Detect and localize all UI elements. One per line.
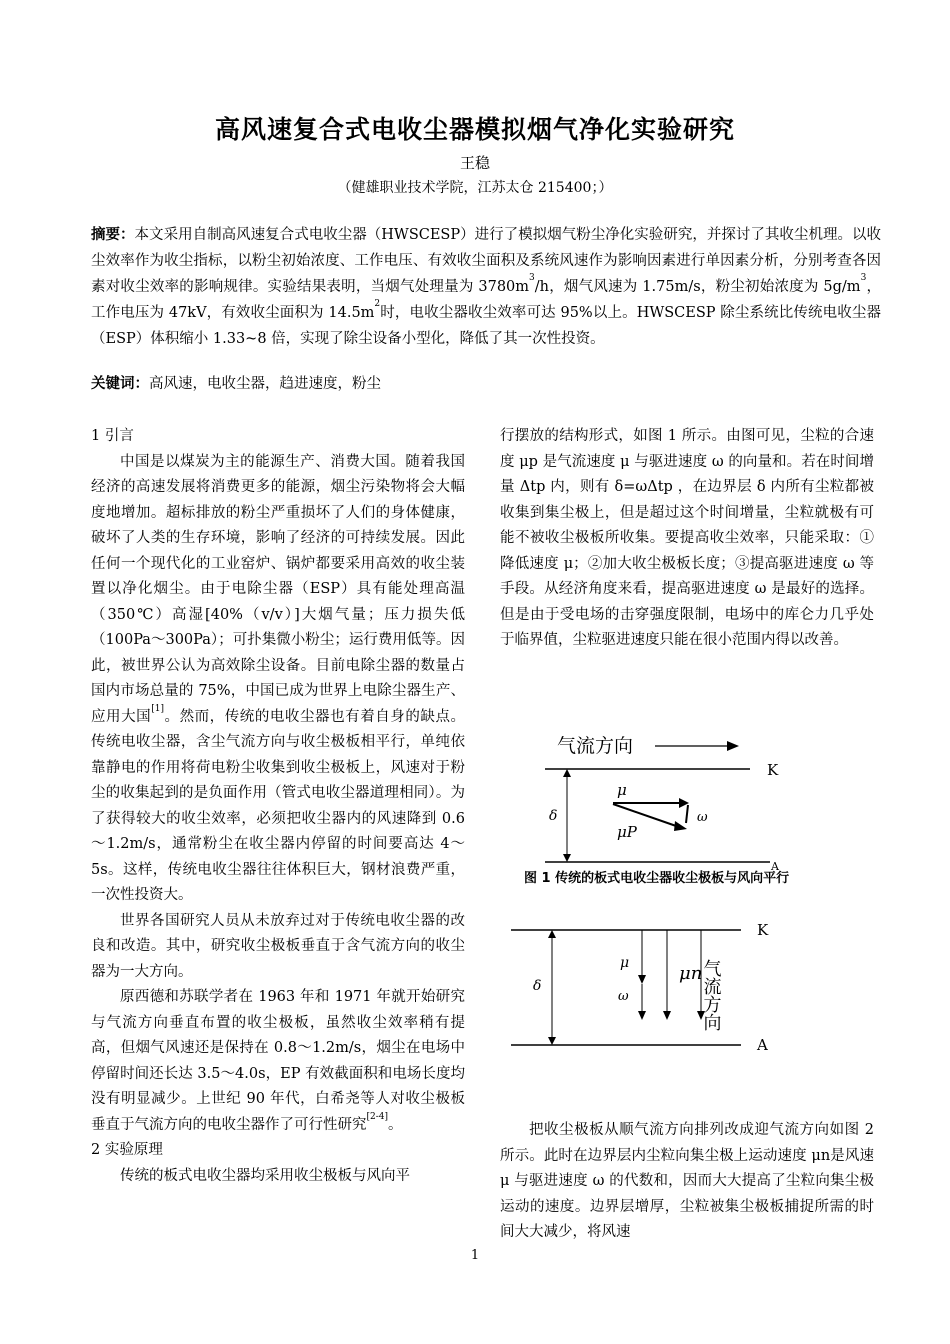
keywords [91, 372, 881, 396]
fig1-omega-vector [686, 805, 688, 823]
paragraph-principle-1: 传统的板式电收尘器均采用收尘极板与风向平 [120, 1167, 410, 1184]
paragraph-intro-1 [91, 450, 465, 909]
fig2-mu-arrowhead [638, 975, 646, 984]
fig2-mu: μ [620, 955, 630, 971]
abstract-text-4: 时，电收尘器收尘效率可达 95%以上。HWSCESP 除尘系统比传统电收尘器（ESP）体积缩小 1.33~8 倍，实现了除尘设备小型化，降低了其一次性投资。 [91, 305, 881, 347]
fig1-flow-arrowhead [727, 741, 739, 751]
fig1-flow-label: 气流方向 [557, 735, 634, 757]
left-column [91, 424, 465, 1189]
fig2-omega: ω [618, 989, 629, 1004]
fig1-delta: δ [549, 808, 558, 824]
author: 王稳 [459, 154, 490, 172]
paragraph-intro-1b: 。然而，传统的电收尘器也有着自身的缺点。传统电收尘器，含尘气流方向与收尘极板相平行，单纯依靠静电的作用将荷电粉尘收集到收尘极板上，风速对于粉尘的收集起到的是负面作用（管式电收尘器道理相同）。为了获得较大的收尘效率，必须把收尘器内的风速降到 0.6～1.2m/s，通常粉尘在收尘器内停留的时间要高达 4～5s。这样，传统电收尘器往往体积巨大，钢材浪费严重，一次性投资大。 [91, 708, 466, 903]
fig1-label-k: K [767, 761, 779, 779]
citation-1: [1] [151, 703, 164, 714]
paragraph-intro-1a: 中国是以煤炭为主的能源生产、消费大国。随着我国经济的高速发展将消费更多的能源，烟尘污染物将会大幅度地增加。超标排放的粉尘严重损坏了人们的身体健康，破坏了人类的生存环境，影响了经济的可持续发展。因此任何一个现代化的工业窑炉、锅炉都要采用高效的收尘装置以净化烟尘。由于电除尘器（ESP）具有能处理高温（350℃）高湿[40%（v/v）]大烟气量；压力损失低（100Pa～300Pa）；可扑集微小粉尘；运行费用低等。因此，被世界公认为高效除尘设备。目前电除尘器的数量占国内市场总量的 75%，中国已成为世界上电除尘器生产、应用大国 [91, 453, 465, 725]
paragraph-principle-2: 行摆放的结构形式，如图 1 所示。由图可见，尘粒的合速度 μp 是气流速度 μ 与驱进速度 ω 的向量和。若在时间增量 Δtp 内，则有 δ=ωΔtp ，在边界层 δ 内所有尘粒都被收集到集尘极上，但是超过这个时间增量，尘粒就极有可能不被收尘极板所收集。要提高收尘效率，只能采取：①降低速度 μ；②加大收尘极板长度；③提高驱进速度 ω 等手段。从经济角度来看，提高驱进速度 ω 是最好的选择。但是由于受电场的击穿强度限制，电场中的库仑力几乎处于临界值，尘粒驱进速度只能在很小范围内得以改善。 [500, 428, 874, 648]
fig1-mup: μP [617, 823, 637, 841]
abstract-sup-3: 2 [374, 299, 381, 309]
paragraph-intro-3b: 。 [388, 1116, 403, 1133]
citation-2: [2-4] [366, 1111, 389, 1122]
abstract-sup-2: 3 [860, 273, 867, 283]
fig2-delta: δ [533, 978, 542, 994]
right-column-bottom [500, 1118, 874, 1246]
right-column-top [500, 424, 874, 654]
fig1-delta-arrow-bottom [563, 854, 571, 862]
fig2-flow-label: 气流方向 [700, 959, 722, 1031]
abstract [91, 222, 881, 352]
figure-1-diagram [505, 725, 855, 875]
abstract-sup-1: 3 [529, 273, 535, 283]
fig1-delta-arrow-top [563, 769, 571, 777]
abstract-label: 摘要： [91, 227, 135, 243]
keywords-text: 高风速，电收尘器，趋进速度，粉尘 [149, 376, 381, 392]
paper-title: 高风速复合式电收尘器模拟烟气净化实验研究 [214, 115, 735, 144]
paragraph-intro-3 [91, 985, 465, 1138]
fig2-label-a: A [757, 1036, 768, 1054]
page-number: 1 [470, 1248, 480, 1263]
fig2-mun: μn [679, 963, 703, 984]
fig2-delta-arrow-top [548, 930, 556, 938]
fig2-label-k: K [757, 921, 769, 939]
paragraph-intro-3a: 原西德和苏联学者在 1963 年和 1971 年就开始研究与气流方向垂直布置的收尘极板，虽然收尘效率稍有提高，但烟气风速还是保持在 0.8～1.2m/s，烟尘在电场中停留时间还长达 3.5～4.0s，EP 有效截面积和电场长度均没有明显减少。上世纪 90 年代，白希尧等人对收尘极板垂直于气流方向的电收尘器作了可行性研究 [91, 989, 465, 1133]
figure-1-caption: 图 1 传统的板式电收尘器收尘极板与风向平行 [524, 871, 790, 886]
section-heading-intro: 1 引言 [91, 428, 134, 444]
keywords-label: 关键词： [91, 376, 149, 392]
fig1-omega: ω [697, 810, 708, 825]
abstract-text-3: ，工作电压为 47kV，有效收尘面积为 14.5m [91, 279, 882, 321]
figure-2-diagram [505, 915, 805, 1065]
abstract-text-1: 本文采用自制高风速复合式电收尘器（HWSCESP）进行了模拟烟气粉尘净化实验研究，并探讨了其收尘机理。以收尘效率作为收尘指标，以粉尘初始浓度、工作电压、有效收尘面积及系统风速作为影响因素进行单因素分析，分别考查各因素对收尘效率的影响规律。实验结果表明，当烟气处理量为 3780m [91, 227, 881, 295]
abstract-text-2: /h，烟气风速为 1.75m/s，粉尘初始浓度为 5g/m [534, 279, 861, 295]
affiliation: （健雄职业技术学院，江苏太仓 215400；） [337, 180, 613, 196]
paragraph-intro-2: 世界各国研究人员从未放弃过对于传统电收尘器的改良和改造。其中，研究收尘极板垂直于含气流方向的收尘器为一大方向。 [91, 912, 465, 980]
fig1-label-a: A [771, 860, 779, 873]
fig2-mun-arrowhead [663, 1011, 671, 1020]
section-heading-principle: 2 实验原理 [91, 1142, 163, 1158]
fig1-mu: μ [617, 781, 627, 799]
paragraph-principle-3: 把收尘极板从顺气流方向排列改成迎气流方向如图 2 所示。此时在边界层内尘粒向集尘极上运动速度 μn是风速 μ 与驱进速度 ω 的代数和，因而大大提高了尘粒向集尘极运动的速度。边界层增厚，尘粒被集尘极板捕捉所需的时间大大减少，将风速 [500, 1122, 874, 1240]
fig2-delta-arrow-bottom [548, 1037, 556, 1045]
fig2-omega-arrowhead [638, 1011, 646, 1020]
